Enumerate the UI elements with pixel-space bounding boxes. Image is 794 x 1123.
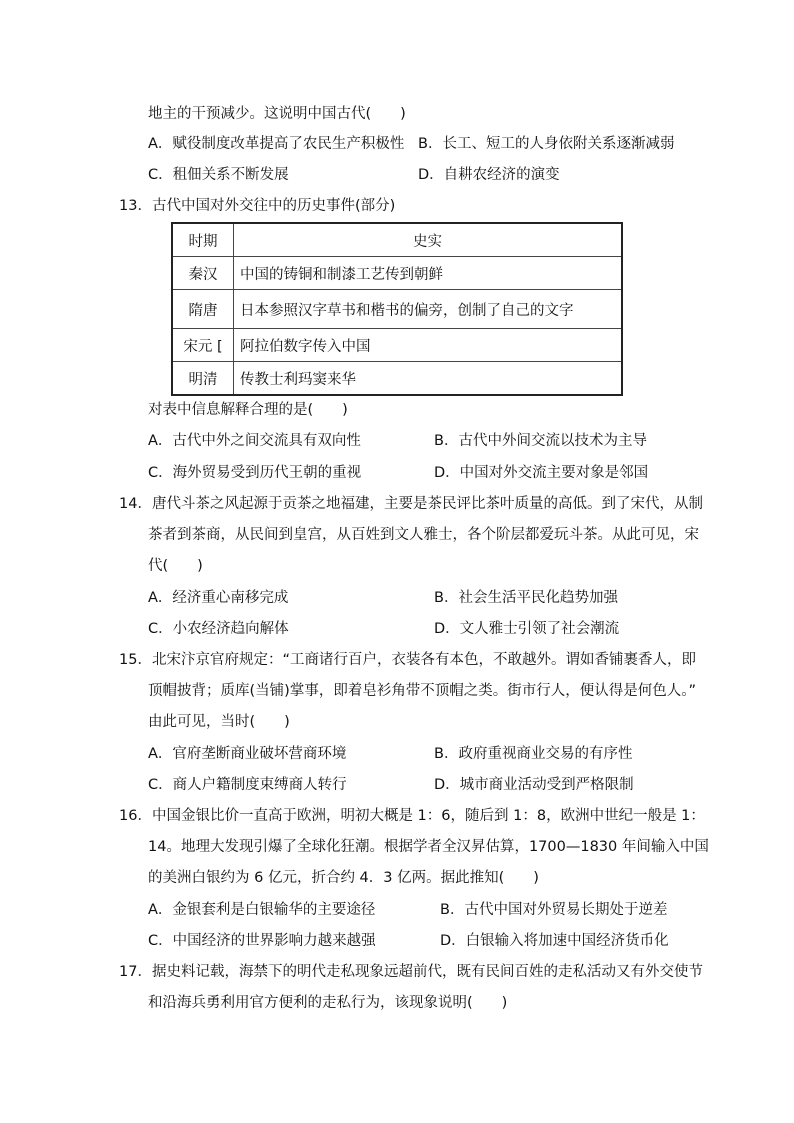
q13-option-d[interactable]: D．中国对外交流主要对象是邻国 [434, 465, 649, 481]
q14-option-a[interactable]: A．经济重心南移完成 [148, 590, 289, 606]
table-header-row [172, 223, 622, 257]
q16-stem-line-1: 16．中国金银比价一直高于欧洲，明初大概是 1：6，随后到 1：8，欧洲中世纪一般是 1： [119, 808, 705, 824]
q16-stem-line-3: 的美洲白银约为 6 亿元，折合约 4．3 亿两。据此推知( ) [148, 870, 539, 886]
table-cell-fact: 日本参照汉字草书和楷书的偏旁，创制了自己的文字 [234, 290, 623, 329]
table-cell-fact: 阿拉伯数字传入中国 [234, 329, 623, 362]
q16-option-b[interactable]: B．古代中国对外贸易长期处于逆差 [440, 902, 668, 918]
table-cell-fact: 传教士利玛窦来华 [234, 362, 623, 396]
q14-option-b[interactable]: B．社会生活平民化趋势加强 [434, 590, 618, 606]
table-header-period: 时期 [172, 223, 234, 257]
q17-stem-line-2: 和沿海兵勇利用官方便利的走私行为，该现象说明( ) [148, 995, 508, 1011]
q12-option-d[interactable]: D．自耕农经济的演变 [418, 167, 560, 183]
q16-option-c[interactable]: C．中国经济的世界影响力越来越强 [148, 933, 376, 949]
q13-question: 对表中信息解释合理的是( ) [148, 402, 348, 418]
q13-option-c[interactable]: C．海外贸易受到历代王朝的重视 [148, 465, 362, 481]
q15-option-b[interactable]: B．政府重视商业交易的有序性 [434, 746, 633, 762]
history-table [171, 222, 623, 396]
q15-stem-line-1: 15．北宋汴京官府规定：“工商诸行百户，衣装各有本色，不敢越外。谓如香铺裹香人，即 [119, 652, 696, 668]
q12-option-b[interactable]: B．长工、短工的人身依附关系逐渐减弱 [418, 136, 675, 152]
q13-stem: 13．古代中国对外交往中的历史事件(部分) [119, 198, 396, 214]
table-cell-fact: 中国的铸铜和制漆工艺传到朝鲜 [234, 257, 623, 290]
table-row [172, 329, 622, 362]
q12-option-a[interactable]: A．赋役制度改革提高了农民生产积极性 [148, 136, 405, 152]
q15-option-a[interactable]: A．官府垄断商业破坏营商环境 [148, 746, 347, 762]
q14-stem-line-1: 14．唐代斗茶之风起源于贡茶之地福建，主要是茶民评比茶叶质量的高低。到了宋代，从制 [119, 496, 703, 512]
q15-stem-line-3: 由此可见，当时( ) [148, 714, 290, 730]
table-cell-period: 宋元 [ [172, 329, 234, 362]
q12-option-c[interactable]: C．租佃关系不断发展 [148, 167, 289, 183]
q15-option-c[interactable]: C．商人户籍制度束缚商人转行 [148, 777, 347, 793]
table-row [172, 362, 622, 396]
q16-option-a[interactable]: A．金银套利是白银输华的主要途径 [148, 902, 376, 918]
q17-stem-line-1: 17．据史料记载，海禁下的明代走私现象远超前代，既有民间百姓的走私活动又有外交使节 [119, 964, 703, 980]
q16-stem-line-2: 14。地理大发现引爆了全球化狂潮。根据学者全汉昇估算，1700—1830 年间输入中国 [148, 839, 709, 855]
q15-stem-line-2: 顶帽披背；质库(当铺)掌事，即着皂衫角带不顶帽之类。街市行人，便认得是何色人。” [148, 683, 697, 699]
q12-stem-tail: 地主的干预减少。这说明中国古代( ) [148, 106, 406, 122]
q13-option-a[interactable]: A．古代中外之间交流具有双向性 [148, 433, 361, 449]
q15-option-d[interactable]: D．城市商业活动受到严格限制 [434, 777, 634, 793]
q13-option-b[interactable]: B．古代中外间交流以技术为主导 [434, 433, 647, 449]
table-row [172, 257, 622, 290]
table-header-fact: 史实 [234, 223, 623, 257]
table-row [172, 290, 622, 329]
q16-option-d[interactable]: D．白银输入将加速中国经济货币化 [440, 933, 669, 949]
table-cell-period: 秦汉 [172, 257, 234, 290]
q14-option-d[interactable]: D．文人雅士引领了社会潮流 [434, 621, 620, 637]
q14-option-c[interactable]: C．小农经济趋向解体 [148, 621, 289, 637]
q14-stem-line-2: 茶者到茶商，从民间到皇宫，从百姓到文人雅士，各个阶层都爱玩斗茶。从此可见，宋 [148, 527, 699, 543]
table-cell-period: 隋唐 [172, 290, 234, 329]
q14-stem-line-3: 代( ) [148, 558, 203, 574]
table-cell-period: 明清 [172, 362, 234, 396]
